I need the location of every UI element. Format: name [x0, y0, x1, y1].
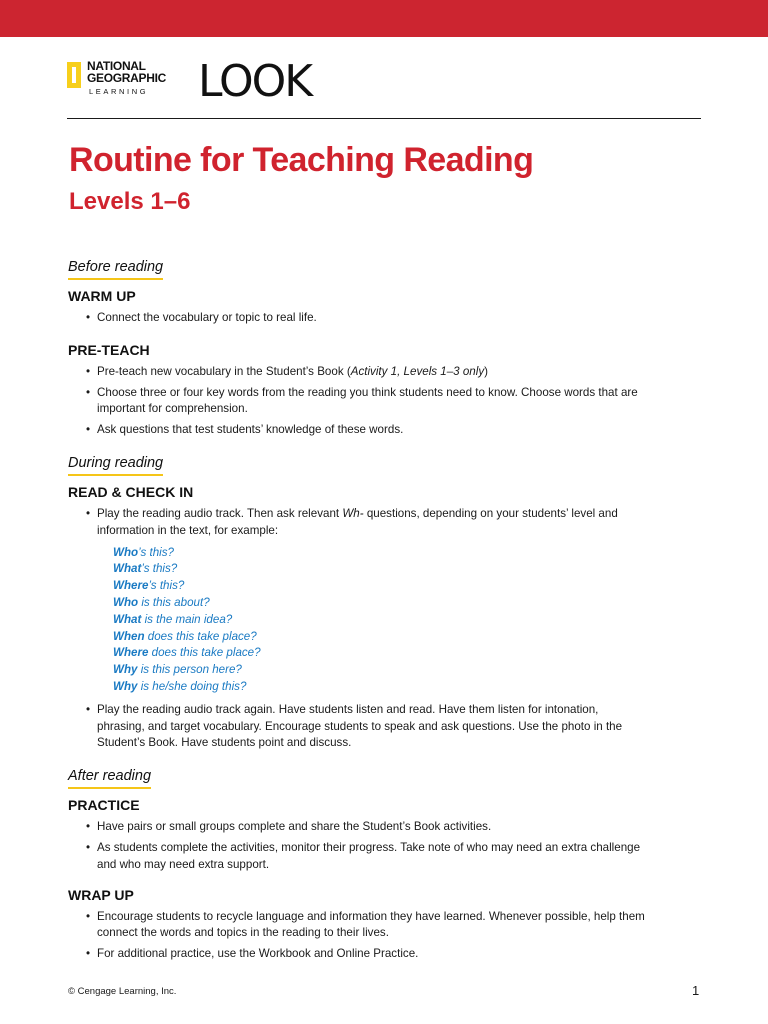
brand-line-2: GEOGRAPHIC — [87, 71, 167, 85]
heading-wrap-up: WRAP UP — [68, 886, 134, 903]
heading-read-check-in: READ & CHECK IN — [68, 483, 194, 500]
question-item: Why is he/she doing this? — [113, 679, 247, 693]
section-label-before: Before reading — [68, 258, 163, 280]
brand-line-1: NATIONAL — [87, 59, 146, 73]
question-item: Where’s this? — [113, 579, 185, 593]
question-item: Who’s this? — [113, 545, 174, 559]
list-item: • Ask questions that test students’ knowledge of these words. — [68, 422, 648, 439]
copyright-notice: © Cengage Learning, Inc. — [68, 986, 177, 997]
product-name: LOOK — [198, 56, 312, 107]
wrap-up-list — [68, 909, 648, 963]
national-geographic-logo — [67, 60, 166, 100]
page-title: Routine for Teaching Reading — [69, 141, 534, 179]
heading-pre-teach: PRE-TEACH — [68, 341, 150, 358]
question-item: Who is this about? — [113, 595, 210, 609]
warm-up-list — [68, 310, 648, 327]
heading-warm-up: WARM UP — [68, 288, 136, 304]
list-item: • Encourage students to recycle language and information they have learned. Whenever possible, help them connect the words and topics in the reading to their lives. — [68, 909, 648, 943]
top-red-bar — [0, 0, 768, 37]
routine-content — [68, 258, 648, 967]
pre-teach-list — [68, 364, 648, 439]
question-item: When does this take place? — [113, 629, 257, 643]
list-item: • Play the reading audio track again. Have students listen and read. Have them listen for intonation, phrasing, and target vocabulary. Encourage students to speak and ask questions. Use the photo in the Student’s Book. Have students point and discuss. — [68, 702, 648, 752]
list-item: • Play the reading audio track. Then ask relevant Wh- questions, depending on your students’ level and information in the text, for example: Who’s this? What’s this? Where’s this? Who is this about? What is the main idea? When does this take place? Where does this take place? Why is this person here? Why is he/she doing this? — [68, 506, 648, 696]
page-number: 1 — [692, 983, 700, 998]
question-item: What’s this? — [113, 562, 178, 576]
list-item: • As students complete the activities, monitor their progress. Take note of who may need an extra challenge and who may need extra support. — [68, 840, 648, 874]
brand-line-3: LEARNING — [89, 87, 149, 96]
list-item: • Pre-teach new vocabulary in the Student’s Book (Activity 1, Levels 1–3 only) — [68, 364, 648, 381]
section-label-after: After reading — [68, 767, 151, 789]
list-item: • Connect the vocabulary or topic to real life. — [68, 310, 648, 327]
section-label-during: During reading — [68, 454, 163, 476]
practice-list — [68, 819, 648, 873]
question-list — [113, 545, 648, 696]
question-item: What is the main idea? — [113, 612, 233, 626]
page-subtitle: Levels 1–6 — [69, 188, 191, 215]
question-item: Where does this take place? — [113, 646, 261, 660]
header-divider — [67, 118, 701, 119]
heading-practice: PRACTICE — [68, 797, 140, 814]
look-product-logo — [198, 56, 311, 108]
list-item: • Have pairs or small groups complete and share the Student’s Book activities. — [68, 819, 648, 836]
question-item: Why is this person here? — [113, 663, 242, 677]
list-item: • Choose three or four key words from the reading you think students need to know. Choose words that are important for comprehension. — [68, 385, 648, 419]
list-item: • For additional practice, use the Workbook and Online Practice. — [68, 946, 648, 963]
yellow-frame-icon — [67, 62, 81, 88]
read-check-in-list — [68, 506, 648, 752]
